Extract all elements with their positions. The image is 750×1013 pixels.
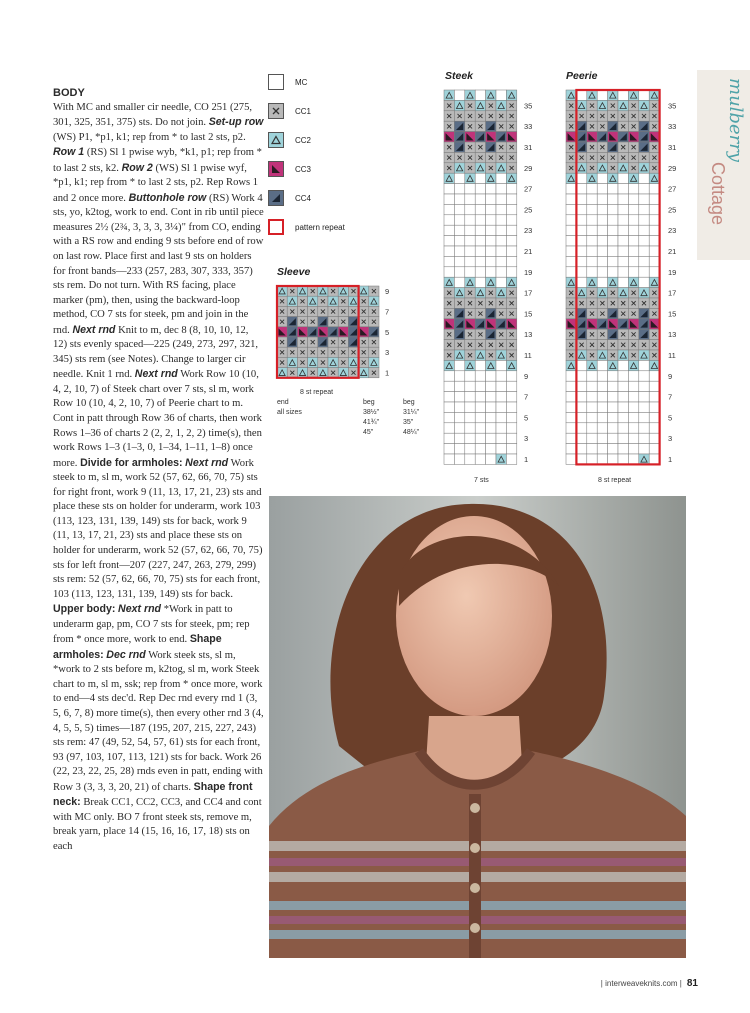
mulberry-cottage-logo [697,70,750,260]
text-rep-rows: Rep Rows 1 and 2 once more. [53,177,259,204]
text-next-rnd-2: Work Row 10 (10, 4, 2, 10, 7) of Steek chart over 7 sts, sl m, work Row 10 (10, 4, 2, 10, 7) of Peerie chart to m. Cont in patt through Row 36 of charts, then work Rows 1–36 of charts 2 (2, 2, 1, 2, 2) time(s), then work Rows 1–3 (1–3, 0, 1–34, 1–11, 1–8) once more. [53,369,262,469]
peerie-row-number: 13 [668,330,677,340]
steek-row-number: 31 [524,143,533,152]
steek-row-number: 21 [524,247,533,256]
text-setup-row: (WS) P1, *p1, k1; rep from * to last 2 sts, p2. [53,131,246,143]
label-next-rnd-2: Next rnd [134,368,178,381]
legend-cc4-label: CC4 [295,193,312,203]
steek-row-number: 35 [524,101,533,111]
page-footer [601,978,698,989]
sleeve-end-label: end [277,399,289,406]
sleeve-all-sizes: all sizes [277,409,302,416]
text-row-1: (RS) Sl 1 pwise wyb, *k1, p1; rep from * to last 2 sts, k2. [53,147,262,174]
peerie-row-number: 1 [668,455,673,464]
label-upper-body: Upper body: [53,603,116,616]
steek-row-number: 3 [524,434,529,444]
steek-row-number: 15 [524,309,533,319]
sleeve-size-b-3: 48¼" [403,429,420,436]
legend-repeat-label: pattern repeat [295,222,345,232]
legend-mc-label: MC [295,77,308,87]
peerie-row-number: 33 [668,122,677,132]
sleeve-size-b-2: 35" [403,419,414,426]
peerie-row-number: 21 [668,247,677,256]
steek-row-number: 9 [524,371,529,381]
steek-row-number: 5 [524,413,529,423]
peerie-row-number: 35 [668,101,677,111]
section-heading: BODY [53,87,85,99]
svg-text:Cottage: Cottage [708,162,728,226]
sleeve-row-number: 5 [385,327,390,337]
peerie-chart [566,90,660,464]
text-shape-armholes: Work steek sts, sl m, *work to 2 sts before m, k2tog, sl m, work Steek chart to m, sl m, ssk; rep from * once more, work to end—4 sts dec'd. Rep Dec rnd every rnd 1 (3, 5, 6, 7, 8) more time(s), then every other rnd 3 (4, 4, 5, 5, 5) times—187 (195, 207, 215, 227, 243) sts rem: 47 (49, 52, 54, 57, 61) sts for each front, 93 (97, 103, 107, 113, 121) sts for back. Work 26 (22, 23, 22, 25, 28) rnds even in patt, ending with Row 3 (3, 3, 3, 20, 21) of charts. [53,649,264,793]
model-photo [269,496,686,958]
label-upper-next-rnd: Next rnd [118,603,162,616]
peerie-row-number: 11 [668,351,676,360]
steek-chart [444,90,517,464]
label-next-rnd: Next rnd [72,323,116,336]
legend-cc2-label: CC2 [295,135,312,145]
para-cast-on: With MC and smaller cir needle, CO 251 (275, 301, 325, 351, 375) sts. Do not join. [53,101,253,129]
sleeve-row-number: 3 [385,348,390,358]
peerie-row-number: 25 [668,205,677,215]
peerie-row-number: 29 [668,163,677,173]
page-number: 81 [686,978,698,989]
text-shape-front-neck: Break CC1, CC2, CC3, and CC4 and cont with MC only. BO 7 front steek sts, remove m, break yarn, place 14 (15, 16, 16, 17, 18) sts on each [53,797,262,852]
sleeve-size-a-3: 45" [363,429,374,436]
label-setup-row: Set-up row [208,116,264,129]
peerie-row-number: 27 [668,184,677,194]
steek-row-number: 27 [524,184,533,194]
peerie-row-number: 19 [668,267,677,277]
text-upper-body: *Work in patt to underarm gap, pm, CO 7 sts for steek, pm; rep from * once more, work to end. [53,604,250,646]
steek-row-number: 17 [524,288,533,298]
steek-row-number: 11 [524,351,532,360]
label-dec-rnd: Dec rnd [106,648,146,661]
label-shape-front-neck: Shape front neck: [53,780,253,809]
text-next-rnd: Knit to m, dec 8 (8, 10, 10, 12, 12) sts evenly spaced—225 (249, 273, 297, 321, 345) sts rem (see Notes). Change to larger cir needle. Knit 1 rnd. [53,324,259,381]
label-buttonhole-row: Buttonhole row [128,191,207,204]
sleeve-size-b-1: 31¼" [403,409,420,416]
text-row-2: (WS) Sl 1 pwise wyf, *p1, k1; rep from * to last 2 sts, p2. [53,162,247,189]
peerie-row-number: 31 [668,143,677,152]
peerie-row-number: 23 [668,226,677,236]
label-shape-armholes: Shape armholes: [53,633,222,661]
legend-cc1-label: CC1 [295,106,312,116]
steek-footer: 7 sts [474,477,489,484]
steek-row-number: 33 [524,122,533,132]
peerie-footer: 8 st repeat [598,477,632,484]
label-row-2: Row 2 [121,161,153,174]
steek-row-number: 25 [524,205,533,215]
peerie-row-number: 5 [668,413,673,423]
label-row-1: Row 1 [53,146,85,159]
steek-row-number: 1 [524,455,529,464]
label-divide-next-rnd: Next rnd [185,456,229,469]
label-divide-armholes: Divide for armholes: [80,456,183,469]
peerie-row-number: 9 [668,371,673,381]
peerie-row-number: 3 [668,434,673,444]
text-divide-armholes: Work steek to m, sl m, work 52 (57, 62, 66, 70, 75) sts for right front, work 9 (11, 13, 17, 21, 23) sts and place these sts on holder for underarm, work 103 (113, 123, 131, 139, 149) sts for back, work 9 (11, 13, 17, 21, 23) sts and place these sts on holder for underarm, work 52 (57, 62, 66, 70, 75) sts for left front—207 (227, 247, 263, 279, 299) sts rem: 52 (57, 62, 66, 70, 75) sts for each front, 103 (113, 123, 131, 139, 149) sts for back. [53,457,263,600]
peerie-row-number: 17 [668,288,677,298]
steek-chart-title: Steek [445,70,474,82]
steek-row-number: 23 [524,226,533,236]
sleeve-chart [277,286,379,378]
sleeve-repeat-label: 8 st repeat [300,389,334,396]
peerie-row-number: 15 [668,309,677,319]
text-buttonhole-row: (RS) Work 4 sts, yo, k2tog, work to end. Cont in rib until piece measures 2½ (2¾, 3, 3, 3, 3¼)" from CO, ending with a RS row and ending 9 sts before end of row on last row. Place first and last 9 sts on holders for front bands—233 (257, 283, 307, 333, 357) sts rem. Do not turn. With RS facing, place marker (pm), then, using the backward-loop method, CO 7 sts for steek, pm and join in the rnd. [53,192,264,336]
sleeve-size-a-1: 38½" [363,409,380,416]
steek-row-number: 7 [524,392,529,402]
peerie-row-number: 7 [668,392,673,402]
steek-row-number: 29 [524,163,533,173]
footer-site: | interweaveknits.com | [600,979,682,988]
peerie-chart-title: Peerie [566,70,598,82]
sleeve-chart-title: Sleeve [277,266,311,278]
sleeve-row-number: 9 [385,287,390,296]
sleeve-row-number: 1 [385,368,390,378]
sleeve-beg-2: beg [403,399,415,406]
sleeve-beg-1: beg [363,399,375,406]
sleeve-row-number: 7 [385,307,390,317]
steek-row-number: 13 [524,330,533,340]
svg-text:mulberry: mulberry [725,78,746,162]
legend-cc3-label: CC3 [295,164,312,174]
sleeve-size-a-2: 41¾" [363,419,380,426]
steek-row-number: 19 [524,267,533,277]
